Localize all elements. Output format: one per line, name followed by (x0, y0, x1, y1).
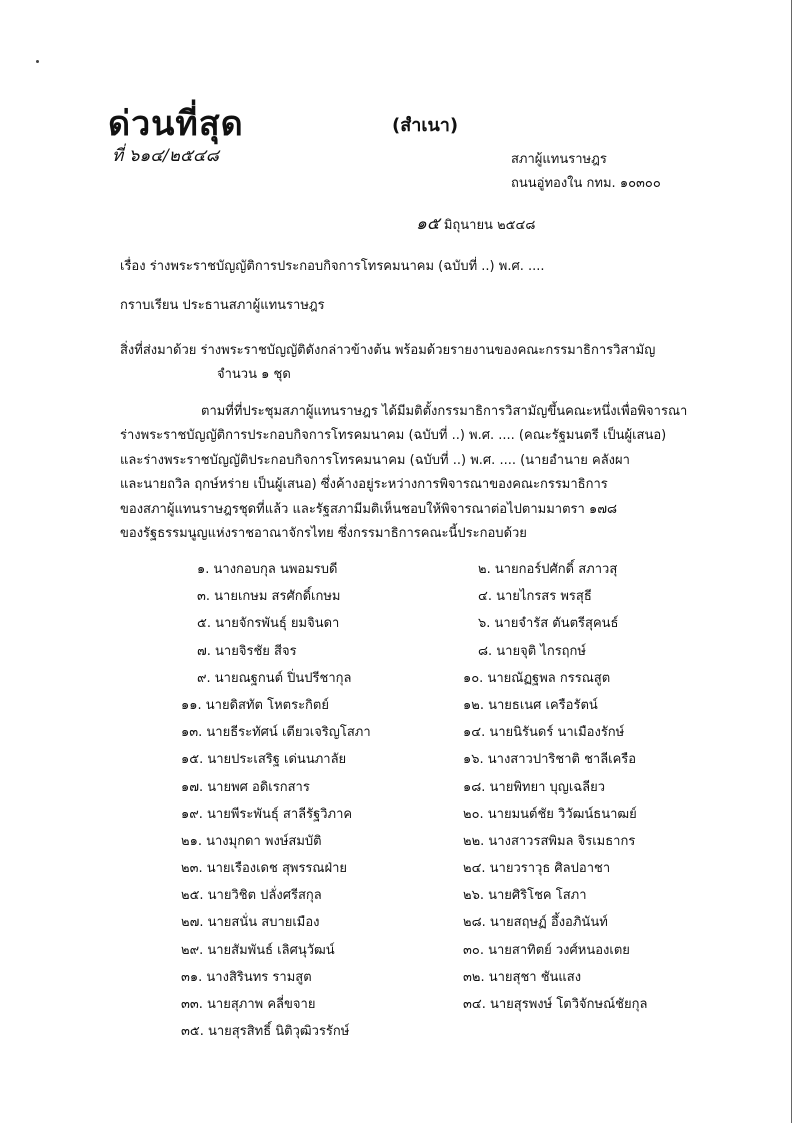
member-item: ๓. นายเกษม สรศักดิ์เกษม (197, 589, 341, 605)
member-item: ๑๘. นายพิทยา บุญเฉลียว (463, 779, 606, 795)
member-item: ๓๕. นายสุรสิทธิ์ นิติวุฒิวรรักษ์ (181, 1024, 350, 1040)
member-item: ๒๔. นายวราวุธ ศิลปอาชา (463, 861, 611, 877)
member-item: ๒๒. นางสาวรสพิมล จิรเมธากร (463, 833, 636, 849)
member-item: ๒๑. นางมุกดา พงษ์สมบัติ (181, 833, 322, 849)
enclosure-block (120, 339, 720, 387)
document-number: ที่ ๖๑๔/๒๕๔๘ (112, 146, 219, 166)
member-item: ๑๖. นางสาวปาริชาติ ชาลีเครือ (463, 752, 637, 768)
date-month-year: มิถุนายน ๒๕๔๘ (443, 218, 536, 233)
body-line: ของรัฐธรรมนูญแห่งราชอาณาจักรไทย ซึ่งกรรมาธิการคณะนี้ประกอบด้วย (120, 526, 527, 542)
member-item: ๔. นายไกรสร พรสุธี (478, 589, 592, 605)
member-item: ๑๕. นายประเสริฐ เด่นนภาลัย (181, 752, 347, 768)
sender-address: ถนนอู่ทองใน กทม. ๑๐๓๐๐ (511, 176, 661, 191)
enclosure-line-2: จำนวน ๑ ชุด (217, 367, 291, 382)
member-item: ๓๓. นายสุภาพ คลี่ขจาย (181, 997, 316, 1012)
sender-address-block (511, 148, 661, 196)
body-line: และร่างพระราชบัญญัติประกอบกิจการโทรคมนาคม (ฉบับที่ ..) พ.ศ. .... (นายอำนาย คลังผา (120, 452, 630, 468)
member-item: ๘. นายจุติ ไกรฤกษ์ (478, 643, 586, 659)
body-paragraph (120, 400, 710, 546)
committee-member-list (181, 558, 717, 1047)
member-item: ๑๐. นายณัฏฐพล กรรณสูต (463, 670, 611, 686)
member-item: ๒๙. นายสัมพันธ์ เลิศนุวัฒน์ (181, 942, 335, 958)
date-day: ๑๕ (416, 214, 440, 234)
member-item: ๑. นางกอบกุล นพอมรบดี (197, 562, 338, 577)
member-item: ๒. นายกอร์ปศักดิ์ สภาวสุ (478, 562, 618, 577)
enclosure-line-1: สิ่งที่ส่งมาด้วย ร่างพระราชบัญญัติดังกล่าวข้างต้น พร้อมด้วยรายงานของคณะกรรมาธิการวิสามัญ (120, 343, 656, 358)
copy-label: (สำเนา) (392, 115, 459, 136)
member-item: ๓๒. นายสุชา ชันแสง (463, 969, 582, 985)
member-item: ๒๕. นายวิชิต ปลั่งศรีสกุล (181, 888, 322, 904)
body-line: ตามที่ที่ประชุมสภาผู้แทนราษฎร ได้มีมติตั้งกรรมาธิการวิสามัญขึ้นคณะหนึ่งเพื่อพิจารณา (201, 404, 688, 419)
scan-speck (36, 60, 39, 63)
body-line: ร่างพระราชบัญญัติการประกอบกิจการโทรคมนาคม (ฉบับที่ ..) พ.ศ. .... (คณะรัฐมนตรี เป็นผู้เสนอ) (120, 428, 667, 444)
sender-org-name: สภาผู้แทนราษฎร (511, 152, 607, 167)
member-item: ๕. นายจักรพันธุ์ ยมจินดา (197, 616, 340, 632)
scan-edge-line (791, 0, 792, 1123)
member-item: ๑๑. นายดิสทัต โหตระกิตย์ (181, 697, 329, 713)
member-item: ๑๗. นายพศ อดิเรกสาร (181, 779, 310, 795)
body-line: ของสภาผู้แทนราษฎรชุดที่แล้ว และรัฐสภามีมติเห็นชอบให้พิจารณาต่อไปตามมาตรา ๑๗๘ (120, 501, 618, 517)
member-item: ๒๘. นายสฤษฏ์ อึ้งอภินันท์ (463, 915, 608, 931)
member-item: ๗. นายจิรชัย สีจร (197, 643, 297, 659)
member-item: ๑๙. นายพีระพันธุ์ สาลีรัฐวิภาค (181, 806, 353, 822)
member-item: ๓๑. นางสิรินทร รามสูต (181, 969, 312, 985)
member-item: ๑๒. นายธเนศ เครือรัตน์ (463, 697, 598, 713)
salutation-line: กราบเรียน ประธานสภาผู้แทนราษฎร (120, 298, 325, 313)
member-item: ๒๓. นายเรืองเดช สุพรรณฝ่าย (181, 861, 348, 877)
document-date (416, 210, 535, 237)
member-item: ๓๔. นายสุรพงษ์ โตวิจักษณ์ชัยกุล (463, 997, 648, 1012)
member-item: ๙. นายณฐกนต์ ปิ่นปรีชากุล (197, 670, 352, 686)
member-item: ๓๐. นายสาทิตย์ วงศ์หนองเตย (463, 942, 630, 958)
member-item: ๑๔. นายนิรันดร์ นาเมืองรักษ์ (463, 725, 625, 741)
member-item: ๒๗. นายสนั่น สบายเมือง (181, 915, 320, 931)
body-line: และนายถวิล ฤกษ์หร่าย เป็นผู้เสนอ) ซึ่งค้างอยู่ระหว่างการพิจารณาของคณะกรรมาธิการ (120, 477, 608, 493)
member-item: ๒๖. นายศิริโชค โสภา (463, 888, 587, 904)
member-item: ๖. นายจำรัส ตันตรีสุคนธ์ (478, 616, 619, 632)
member-item: ๒๐. นายมนต์ชัย วิวัฒน์ธนาฒย์ (463, 806, 637, 822)
member-item: ๑๓. นายธีระทัศน์ เตียวเจริญโสภา (181, 725, 371, 741)
urgent-stamp: ด่วนที่สุด (108, 104, 244, 144)
subject-line: เรื่อง ร่างพระราชบัญญัติการประกอบกิจการโทรคมนาคม (ฉบับที่ ..) พ.ศ. .... (120, 259, 545, 274)
